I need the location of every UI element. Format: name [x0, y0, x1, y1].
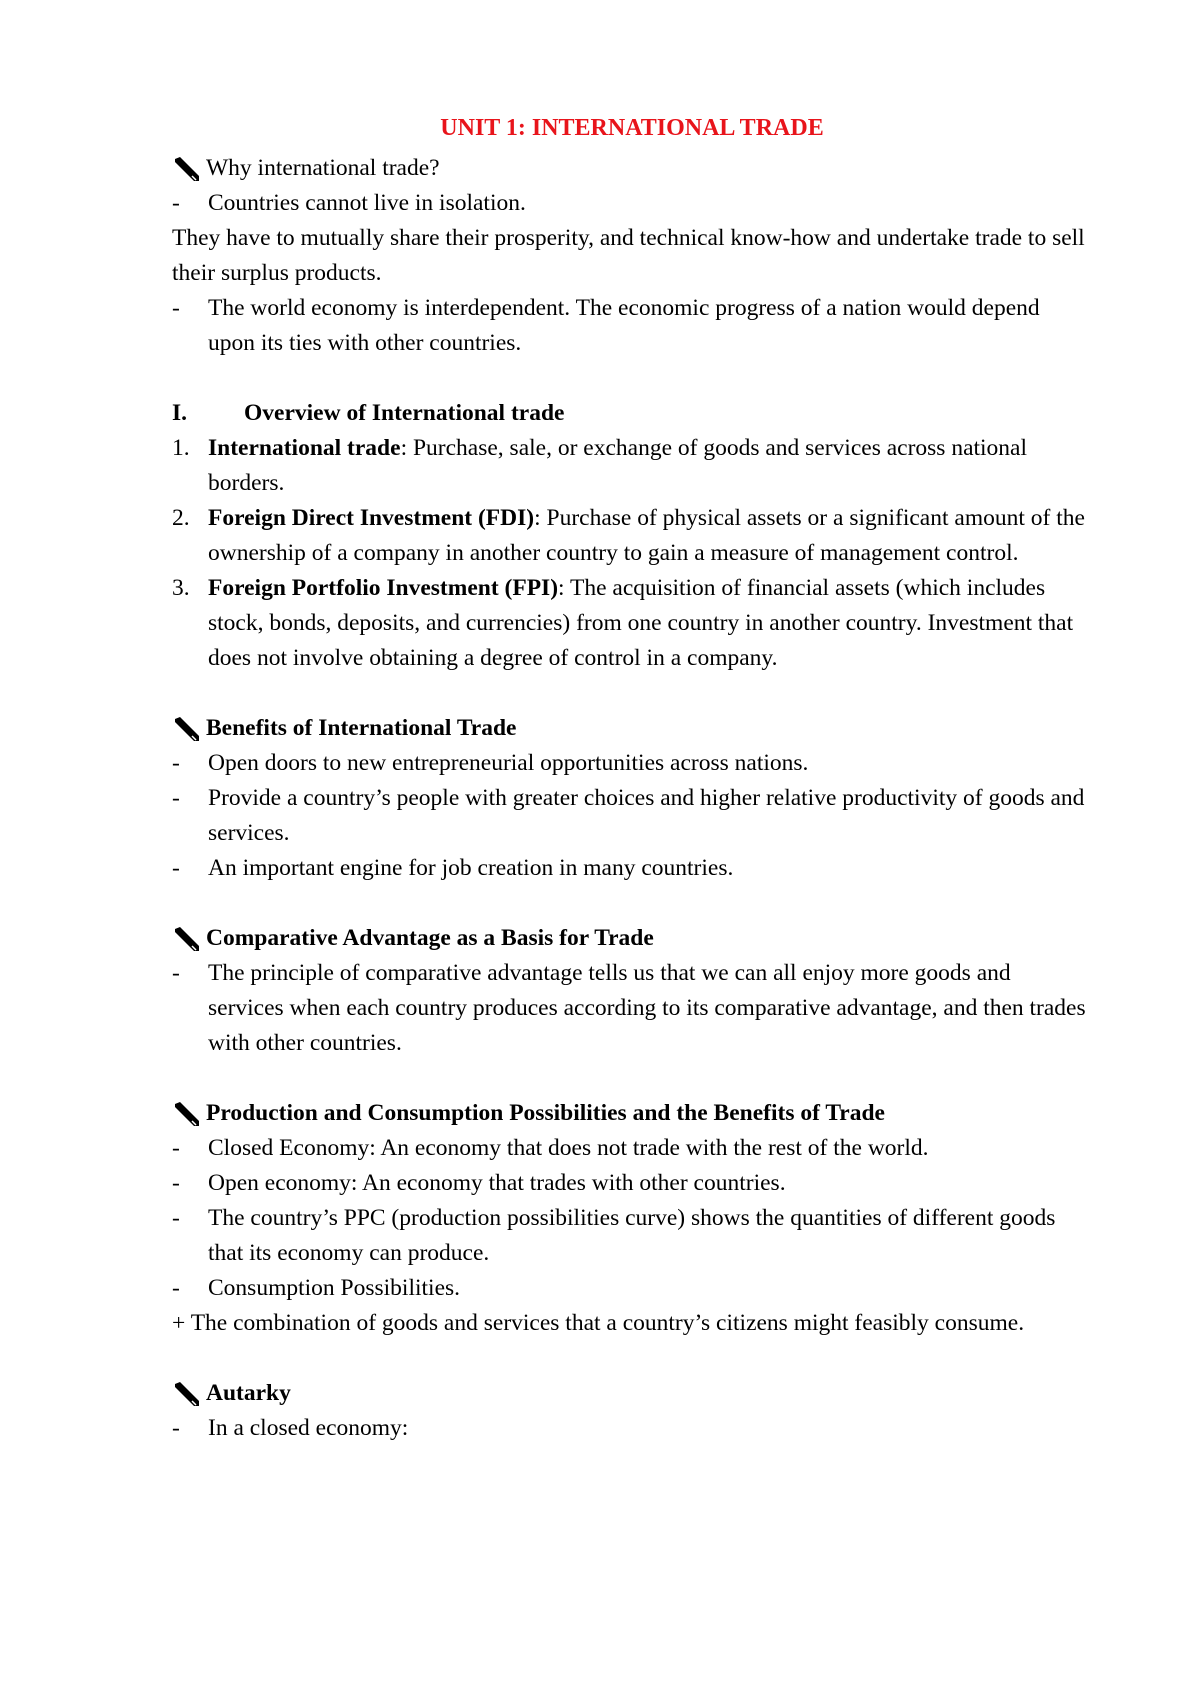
roman-numeral: I. — [172, 400, 188, 426]
bullet-dash: - — [172, 190, 180, 216]
benefits-bullet-2: Provide a country’s people with greater choices and higher relative productivity of goods and services. — [208, 785, 1085, 846]
overview-heading-text: Overview of International trade — [244, 400, 565, 426]
list-item — [172, 956, 1092, 1061]
comparative-bullet-1: The principle of comparative advantage tells us that we can all enjoy more goods and services when each country produces according to its comparative advantage, and then trades with other countries. — [208, 960, 1086, 1056]
bullet-dash: - — [172, 1170, 180, 1196]
comparative-heading-text: Comparative Advantage as a Basis for Trade — [206, 925, 654, 951]
autarky-heading-text: Autarky — [206, 1380, 291, 1406]
list-item — [172, 1166, 1092, 1201]
definition: : Purchase, sale, or exchange of goods and services across national borders. — [208, 435, 1028, 496]
benefits-heading-text: Benefits of International Trade — [206, 715, 517, 741]
production-bullet-2: Open economy: An economy that trades with other countries. — [208, 1170, 786, 1196]
bullet-dash: - — [172, 1415, 180, 1441]
why-heading — [172, 151, 1092, 186]
list-item — [172, 291, 1092, 361]
comparative-heading — [172, 921, 1092, 956]
production-bullet-4: Consumption Possibilities. — [208, 1275, 461, 1301]
bullet-dash: - — [172, 1275, 180, 1301]
bullet-dash: - — [172, 785, 180, 811]
bullet-dash: - — [172, 750, 180, 776]
production-bullet-3: The country’s PPC (production possibilities curve) shows the quantities of different goods that its economy can produce. — [208, 1205, 1056, 1266]
autarky-bullet-1: In a closed economy: — [208, 1415, 409, 1441]
list-number: 3. — [172, 575, 190, 601]
pencil-icon — [172, 151, 206, 181]
why-bullet-2: The world economy is interdependent. The economic progress of a nation would depend upon its ties with other countries. — [208, 295, 1040, 356]
pencil-icon — [172, 1376, 206, 1406]
bullet-dash: - — [172, 855, 180, 881]
term: Foreign Direct Investment (FDI) — [208, 505, 535, 531]
benefits-bullet-3: An important engine for job creation in many countries. — [208, 855, 734, 881]
autarky-heading — [172, 1376, 1092, 1411]
overview-heading — [172, 396, 1092, 431]
document-title: UNIT 1: INTERNATIONAL TRADE — [440, 115, 824, 141]
overview-item-2 — [172, 501, 1092, 571]
term: International trade — [208, 435, 401, 461]
list-item — [172, 1271, 1092, 1306]
list-item — [172, 746, 1092, 781]
production-plus-line: + The combination of goods and services that a country’s citizens might feasibly consume. — [172, 1310, 1025, 1336]
production-heading-text: Production and Consumption Possibilities and the Benefits of Trade — [206, 1100, 885, 1126]
term: Foreign Portfolio Investment (FPI) — [208, 575, 559, 601]
bullet-dash: - — [172, 1205, 180, 1231]
why-heading-text: Why international trade? — [206, 155, 440, 181]
pencil-icon — [172, 1096, 206, 1126]
production-bullet-1: Closed Economy: An economy that does not trade with the rest of the world. — [208, 1135, 929, 1161]
definition: : The acquisition of financial assets (which includes stock, bonds, deposits, and currencies) from one country in another country. Investment that does not involve obtaining a degree of control in a company. — [208, 575, 1074, 671]
overview-item-1 — [172, 431, 1092, 501]
production-heading — [172, 1096, 1092, 1131]
list-item — [172, 851, 1092, 886]
bullet-dash: - — [172, 1135, 180, 1161]
document-content — [172, 111, 1092, 1446]
list-item — [172, 186, 1092, 221]
list-number: 2. — [172, 505, 190, 531]
definition: : Purchase of physical assets or a significant amount of the ownership of a company in another country to gain a measure of management control. — [208, 505, 1085, 566]
pencil-icon — [172, 711, 206, 741]
list-item — [172, 781, 1092, 851]
list-item — [172, 1201, 1092, 1271]
pencil-icon — [172, 921, 206, 951]
list-item — [172, 1131, 1092, 1166]
list-item — [172, 1411, 1092, 1446]
bullet-dash: - — [172, 960, 180, 986]
bullet-dash: - — [172, 295, 180, 321]
why-bullet-1: Countries cannot live in isolation. — [208, 190, 526, 216]
overview-item-3 — [172, 571, 1092, 676]
benefits-heading — [172, 711, 1092, 746]
benefits-bullet-1: Open doors to new entrepreneurial opportunities across nations. — [208, 750, 809, 776]
why-paragraph: They have to mutually share their prosperity, and technical know-how and undertake trade to sell their surplus products. — [172, 225, 1085, 286]
list-number: 1. — [172, 435, 190, 461]
